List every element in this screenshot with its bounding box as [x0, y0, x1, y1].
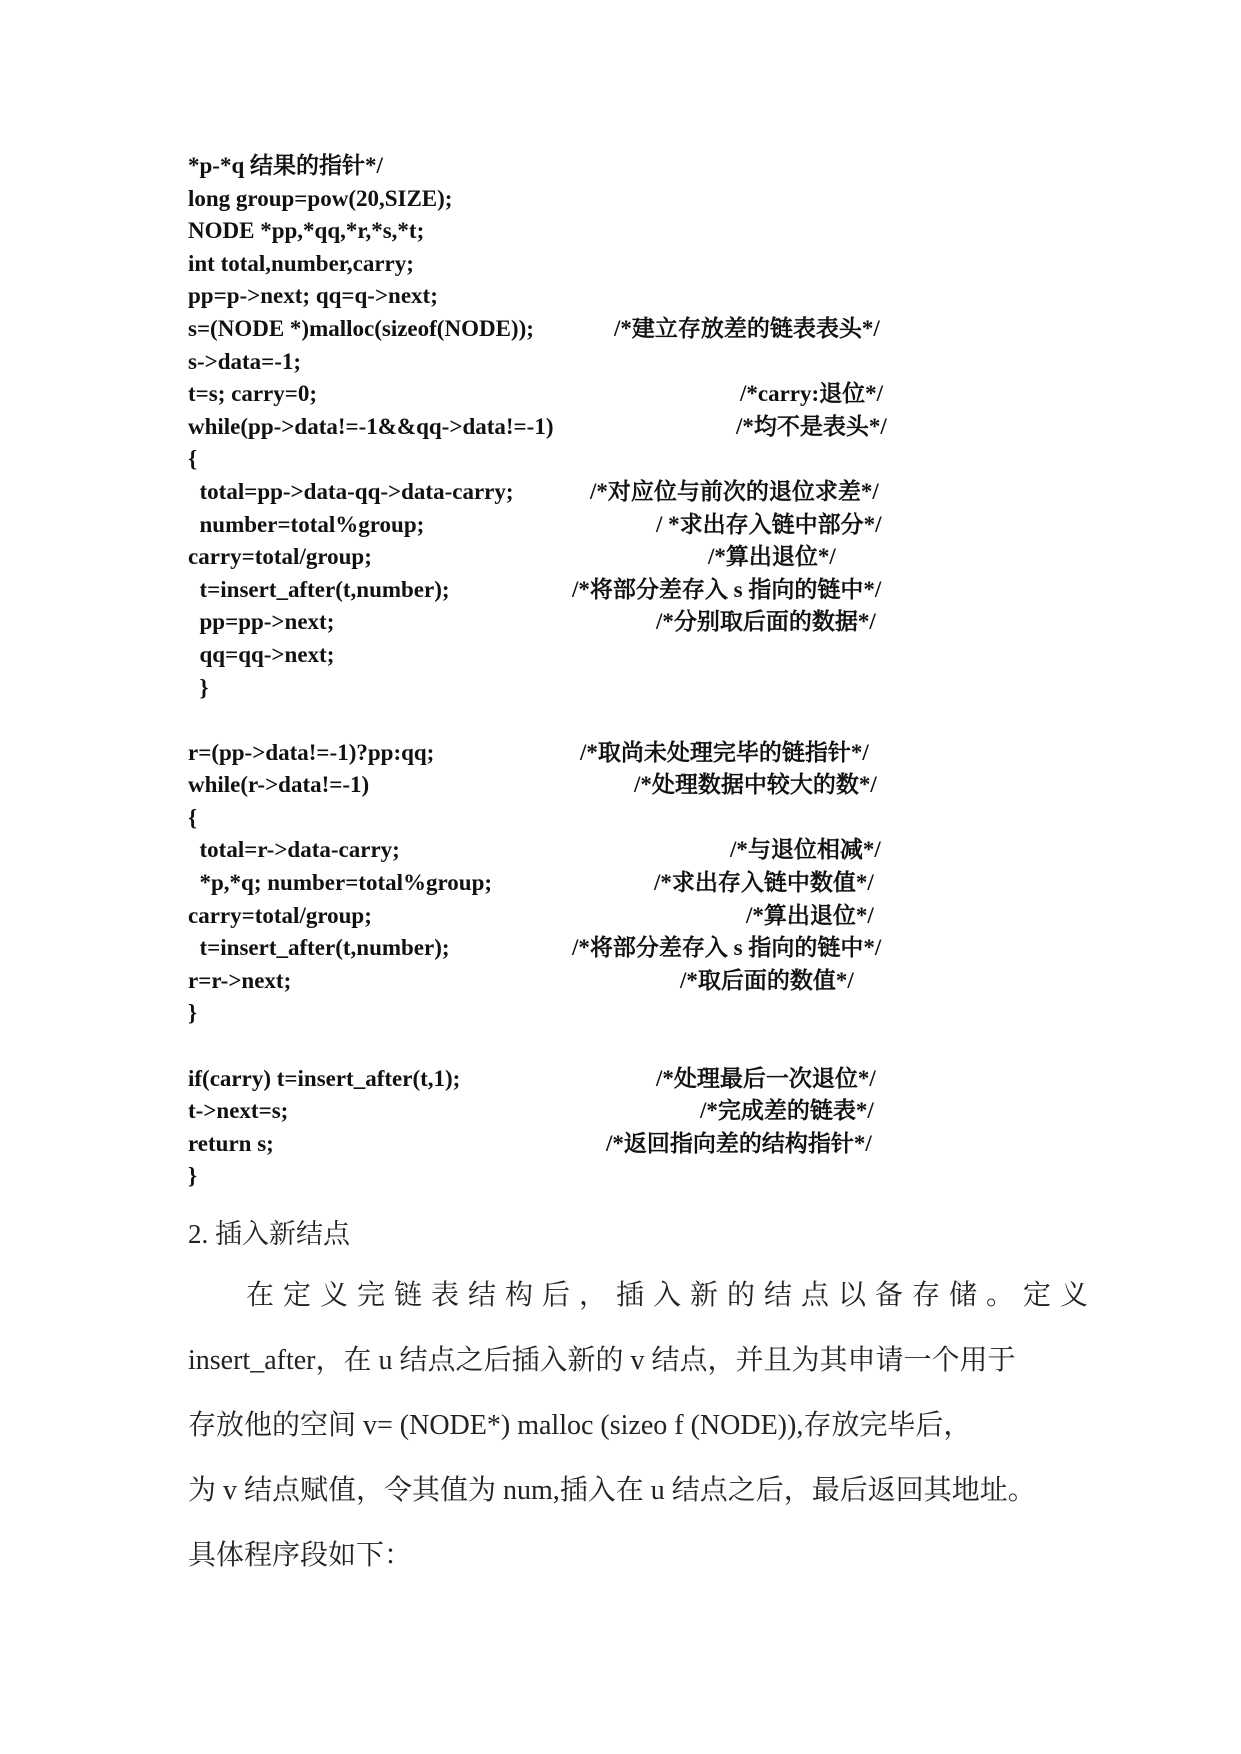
code-line: [188, 802, 948, 835]
code-line: [188, 215, 948, 248]
code-text: }: [188, 674, 209, 700]
paragraph-line-2: insert_after，在 u 结点之后插入新的 v 结点，并且为其申请一个用于: [188, 1345, 1016, 1376]
code-line: [188, 509, 948, 542]
code-line: [188, 346, 948, 379]
code-line: [188, 867, 948, 900]
code-line: [188, 639, 948, 672]
code-text: r=r->next;: [188, 967, 292, 993]
code-comment: /*完成差的链表*/: [700, 1098, 874, 1124]
code-comment: /*均不是表头*/: [736, 413, 887, 439]
code-line: [188, 672, 948, 705]
code-comment: /*分别取后面的数据*/: [656, 609, 876, 635]
code-text: }: [188, 1163, 198, 1189]
code-line: [188, 476, 948, 509]
code-comment: /*将部分差存入 s 指向的链中*/: [572, 576, 882, 602]
code-line: [188, 1128, 948, 1161]
code-text: total=r->data-carry;: [188, 837, 400, 863]
code-line: [188, 1160, 948, 1193]
code-text: carry=total/group;: [188, 902, 372, 928]
code-line: [188, 1063, 948, 1096]
code-comment: /*对应位与前次的退位求差*/: [590, 478, 879, 504]
code-line: [188, 965, 948, 998]
code-text: if(carry) t=insert_after(t,1);: [188, 1065, 461, 1091]
code-comment: /*与退位相减*/: [730, 837, 881, 863]
code-line: [188, 1095, 948, 1128]
code-comment: /*将部分差存入 s 指向的链中*/: [572, 935, 882, 961]
code-line: [188, 248, 948, 281]
code-line: [188, 1030, 948, 1063]
code-text: long group=pow(20,SIZE);: [188, 185, 453, 211]
code-comment: /*返回指向差的结构指针*/: [606, 1130, 872, 1156]
code-line: [188, 737, 948, 770]
code-comment: /*处理最后一次退位*/: [656, 1065, 876, 1091]
code-line: [188, 574, 948, 607]
code-text: NODE *pp,*qq,*r,*s,*t;: [188, 218, 425, 244]
code-text: while(pp->data!=-1&&qq->data!=-1): [188, 413, 554, 439]
code-block: [188, 150, 948, 1193]
paragraph-line-1: 在定义完链表结构后，插入新的结点以备存储。定义: [246, 1280, 1098, 1311]
section-heading: 2. 插入新结点: [188, 1219, 350, 1249]
code-line: [188, 280, 948, 313]
code-line: [188, 769, 948, 802]
code-text: s=(NODE *)malloc(sizeof(NODE));: [188, 315, 534, 341]
paragraph-line-5: 具体程序段如下：: [188, 1540, 413, 1571]
code-text: t=insert_after(t,number);: [188, 576, 450, 602]
code-text: pp=p->next; qq=q->next;: [188, 283, 438, 309]
paragraph-line-3: 存放他的空间 v= (NODE*) malloc (sizeo f (NODE)),存放完毕后，: [188, 1410, 972, 1441]
code-line: [188, 900, 948, 933]
code-text: *p,*q; number=total%group;: [188, 870, 493, 896]
code-line: [188, 411, 948, 444]
code-comment: /*处理数据中较大的数*/: [634, 772, 877, 798]
code-line: [188, 183, 948, 216]
code-line: [188, 704, 948, 737]
code-comment: /*算出退位*/: [708, 544, 836, 570]
code-line: [188, 150, 948, 183]
code-text: {: [188, 446, 198, 472]
code-text: pp=pp->next;: [188, 609, 335, 635]
code-comment: /*算出退位*/: [746, 902, 874, 928]
code-text: }: [188, 1000, 198, 1026]
code-comment: /*carry:退位*/: [740, 381, 884, 407]
code-text: s->data=-1;: [188, 348, 302, 374]
code-line: [188, 997, 948, 1030]
code-comment: /*取尚未处理完毕的链指针*/: [580, 739, 869, 765]
code-text: t=insert_after(t,number);: [188, 935, 450, 961]
code-comment: /*求出存入链中数值*/: [654, 870, 874, 896]
code-line: [188, 378, 948, 411]
code-text: *p-*q 结果的指针*/: [188, 153, 383, 178]
code-text: qq=qq->next;: [188, 641, 335, 667]
code-text: r=(pp->data!=-1)?pp:qq;: [188, 739, 435, 765]
code-text: while(r->data!=-1): [188, 772, 370, 798]
code-line: [188, 606, 948, 639]
code-comment: / *求出存入链中部分*/: [656, 511, 882, 537]
code-text: number=total%group;: [188, 511, 425, 537]
paragraph-line-4: 为 v 结点赋值，令其值为 num,插入在 u 结点之后，最后返回其地址。: [188, 1475, 1036, 1506]
code-text: carry=total/group;: [188, 544, 372, 570]
code-text: {: [188, 804, 198, 830]
code-line: [188, 834, 948, 867]
code-comment: /*建立存放差的链表表头*/: [614, 315, 880, 341]
code-text: t=s; carry=0;: [188, 381, 318, 407]
code-line: [188, 541, 948, 574]
code-line: [188, 443, 948, 476]
code-line: [188, 313, 948, 346]
code-comment: /*取后面的数值*/: [680, 967, 854, 993]
code-text: total=pp->data-qq->data-carry;: [188, 478, 514, 504]
code-text: int total,number,carry;: [188, 250, 414, 276]
code-text: return s;: [188, 1130, 274, 1156]
code-line: [188, 932, 948, 965]
code-text: t->next=s;: [188, 1098, 289, 1124]
